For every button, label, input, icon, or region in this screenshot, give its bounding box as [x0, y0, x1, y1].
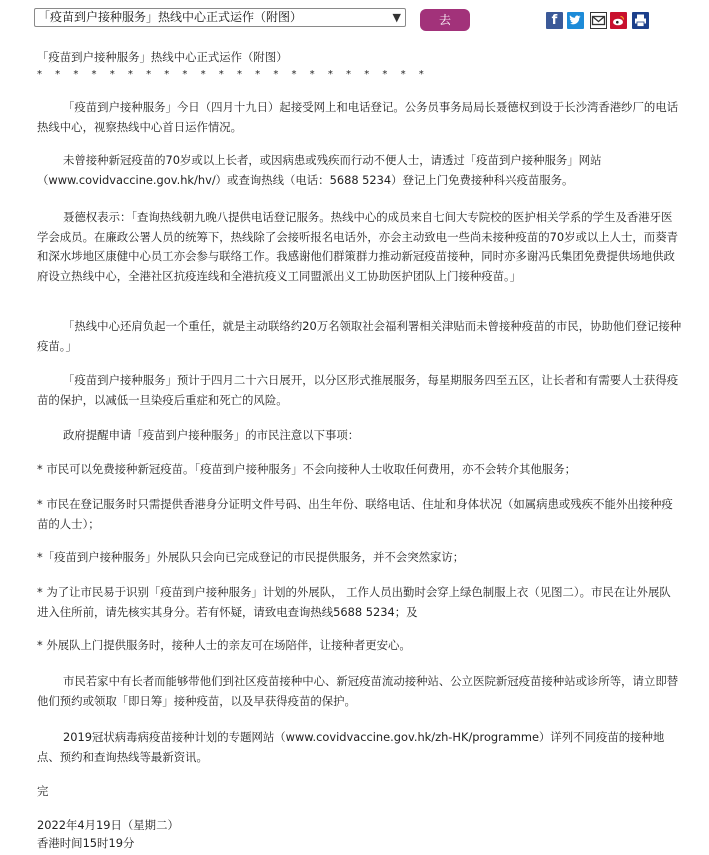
go-button[interactable]: 去 — [420, 9, 470, 31]
title-separator: * * * * * * * * * * * * * * * * * * * * * * — [37, 69, 429, 80]
weibo-icon[interactable] — [610, 12, 627, 29]
list-item: * 市民可以免费接种新冠疫苗。「疫苗到户接种服务」不会向接种人士收取任何费用，亦不会转介其他服务； — [37, 462, 576, 476]
print-icon[interactable] — [632, 12, 649, 29]
email-icon[interactable] — [590, 12, 607, 29]
publish-date: 2022年4月19日（星期二） — [37, 818, 179, 832]
paragraph: 「疫苗到户接种服务」今日（四月十九日）起接受网上和电话登记。公务员事务局局长聂德权到设于长沙湾香港纱厂的电话热线中心，视察热线中心首日运作情况。 — [37, 100, 679, 134]
article-select[interactable] — [34, 8, 406, 27]
end-mark: 完 — [37, 784, 49, 798]
paragraph: 「疫苗到户接种服务」预计于四月二十六日展开，以分区形式推展服务，每星期服务四至五区，让长者和有需要人士获得疫苗的保护，以减低一旦染疫后重症和死亡的风险。 — [37, 373, 679, 407]
twitter-icon[interactable] — [567, 12, 584, 29]
top-toolbar — [0, 0, 709, 36]
list-item: * 为了让市民易于识别「疫苗到户接种服务」计划的外展队， 工作人员出勤时会穿上绿色制服上衣（见图二）。市民在让外展队进入住所前，请先核实其身分。若有怀疑，请致电查询热线5688 5234；及 — [37, 585, 671, 619]
paragraph: 聂德权表示：「查询热线朝九晚八提供电话登记服务。热线中心的成员来自七间大专院校的医护相关学系的学生及香港牙医学会成员。在廉政公署人员的统筹下，热线除了会接听报名电话外，亦会主动致电一些尚未接种疫苗的70岁或以上人士，而葵青和深水埗地区康健中心员工亦会参与联络工作。我感谢他们群策群力推动新冠疫苗接种，同时亦多谢冯氏集团免费提供场地供政府设立热线中心，全港社区抗疫连线和全港抗疫义工同盟派出义工协助医护团队上门接种疫苗。」 — [37, 210, 678, 283]
paragraph: 政府提醒申请「疫苗到户接种服务」的市民注意以下事项： — [63, 428, 360, 442]
list-item: * 市民在登记服务时只需提供香港身分证明文件号码、出生年份、联络电话、住址和身体状况（如属病患或残疾不能外出接种疫苗的人士）； — [37, 497, 673, 531]
article-select-value: 「疫苗到户接种服务」热线中心正式运作（附图） — [38, 10, 303, 24]
paragraph: 市民若家中有长者而能够带他们到社区疫苗接种中心、新冠疫苗流动接种站、公立医院新冠疫苗接种站或诊所等，请立即替他们预约或领取「即日筹」接种疫苗，以及早获得疫苗的保护。 — [37, 674, 679, 708]
paragraph: 2019冠状病毒病疫苗接种计划的专题网站（www.covidvaccine.gov.hk/zh-HK/programme）详列不同疫苗的接种地点、预约和查询热线等最新资讯。 — [37, 730, 665, 764]
list-item: * 外展队上门提供服务时，接种人士的亲友可在场陪伴，让接种者更安心。 — [37, 638, 411, 652]
article-title: 「疫苗到户接种服务」热线中心正式运作（附图） — [37, 50, 288, 64]
paragraph: 未曾接种新冠疫苗的70岁或以上长者，或因病患或残疾而行动不便人士，请透过「疫苗到户接种服务」网站（www.covidvaccine.gov.hk/hv/）或查询热线（电话：5688 5234）登记上门免费接种科兴疫苗服务。 — [37, 153, 602, 187]
list-item: *「疫苗到户接种服务」外展队只会向已完成登记的市民提供服务，并不会突然家访； — [37, 550, 465, 564]
facebook-icon[interactable]: f — [546, 12, 563, 29]
publish-time: 香港时间15时19分 — [37, 836, 135, 850]
paragraph: 「热线中心还肩负起一个重任，就是主动联络约20万名领取社会福利署相关津贴而未曾接种疫苗的市民，协助他们登记接种疫苗。」 — [37, 319, 682, 353]
chevron-down-icon: ▼ — [392, 11, 401, 24]
